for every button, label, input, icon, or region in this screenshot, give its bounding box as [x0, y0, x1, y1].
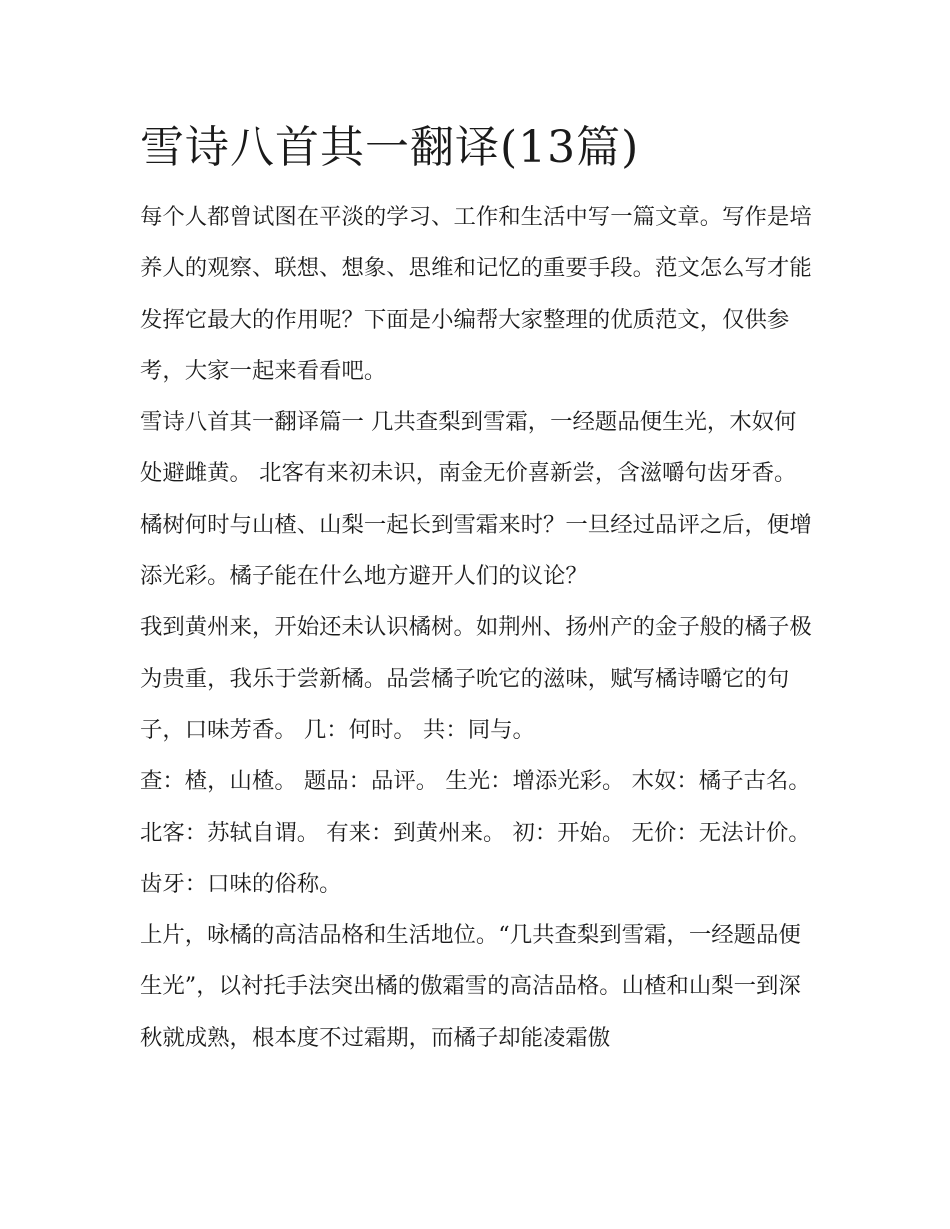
document-title: 雪诗八首其一翻译(13篇): [140, 122, 640, 173]
paragraph-annotations: 查：楂，山楂。 题品：品评。 生光：增添光彩。 木奴：橘子古名。 北客：苏轼自谓。 有来：到黄州来。 初：开始。 无价：无法计价。 齿牙：口味的俗称。: [140, 768, 811, 897]
paragraph-analysis: 上片，咏橘的高洁品格和生活地位。“几共查梨到雪霜，一经题品便生光”，以衬托手法突出橘的傲霜雪的高洁品格。山楂和山梨一到深秋就成熟，根本度不过霜期，而橘子却能凌霜傲: [140, 922, 801, 1051]
paragraph-intro: 每个人都曾试图在平淡的学习、工作和生活中写一篇文章。写作是培养人的观察、联想、想象、思维和记忆的重要手段。范文怎么写才能发挥它最大的作用呢？下面是小编帮大家整理的优质范文，仅供参考，大家一起来看看吧。: [140, 204, 812, 384]
document-page: [140, 118, 812, 1064]
paragraph-translation-1: 橘树何时与山楂、山梨一起长到雪霜来时？一旦经过品评之后，便增添光彩。橘子能在什么地方避开人们的议论？: [140, 511, 812, 590]
paragraph-poem: 雪诗八首其一翻译篇一 几共查梨到雪霜，一经题品便生光，木奴何处避雌黄。 北客有来初未识，南金无价喜新尝，含滋嚼句齿牙香。: [140, 409, 797, 487]
paragraph-translation-2: 我到黄州来，开始还未认识橘树。如荆州、扬州产的金子般的橘子极为贵重，我乐于尝新橘。品尝橘子吮它的滋味，赋写橘诗嚼它的句子，口味芳香。 几：何时。 共：同与。: [140, 614, 812, 743]
